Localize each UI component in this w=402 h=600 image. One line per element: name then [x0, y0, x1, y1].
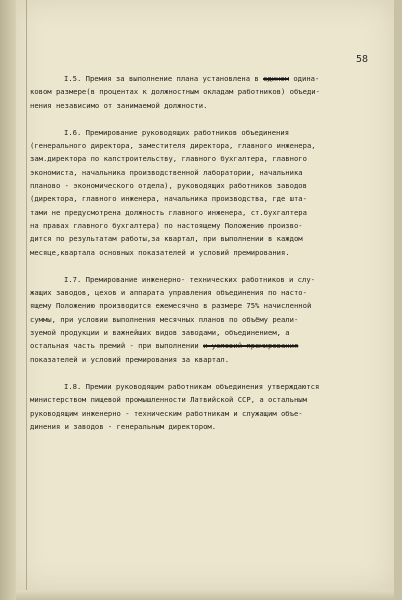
- text-line: [30, 99, 380, 112]
- paragraph-1-7: [30, 273, 380, 366]
- page-number: 58: [356, 54, 369, 65]
- text-line: [30, 166, 380, 179]
- margin-line: [26, 0, 27, 590]
- text-line: [30, 126, 380, 139]
- text-segment: месяце,квартала основных показателей и условий премирования.: [30, 247, 290, 257]
- text-segment: ковом размере(в процентах к должностным окладам работников) объеди-: [30, 87, 320, 97]
- text-line: [30, 179, 380, 192]
- struck-text: едином: [263, 74, 290, 83]
- text-line: [30, 299, 380, 312]
- text-line: [30, 313, 380, 326]
- text-segment: I.6. Премирование руководящих работников объединения: [64, 127, 290, 137]
- binding-edge: [0, 0, 16, 600]
- text-line: [30, 192, 380, 205]
- text-line: [30, 380, 380, 393]
- text-segment: тами не предусмотрена должность главного инженера, ст.бухгалтера: [30, 207, 307, 217]
- text-segment: показателей и условий премирования за квартал.: [30, 354, 230, 364]
- text-line: [30, 152, 380, 165]
- text-line: [30, 420, 380, 433]
- text-segment: (генерального директора, заместителя директора, главного инженера,: [30, 141, 316, 151]
- text-segment: одина-: [289, 74, 320, 83]
- text-line: [30, 72, 380, 85]
- text-segment: экономиста, начальника производственной лаборатории, начальника: [30, 167, 303, 177]
- text-line: [30, 206, 380, 219]
- text-line: [30, 139, 380, 152]
- text-line: [30, 353, 380, 366]
- text-line: [30, 273, 380, 286]
- text-segment: планово - экономического отдела), руководящих работников заводов: [30, 181, 307, 191]
- text-segment: динения и заводов - генеральным директором.: [30, 421, 217, 431]
- text-segment: ящему Положению производится ежемесячно в размере 75% начисленной: [30, 301, 312, 311]
- text-segment: остальная часть премий - при выполнении: [30, 341, 204, 351]
- text-line: [30, 232, 380, 245]
- text-segment: дится по результатам работы,за квартал, при выполнении в каждом: [30, 234, 303, 244]
- text-segment: (директора, главного инженера, начальника производства, где шта-: [30, 194, 307, 204]
- text-line: [30, 407, 380, 420]
- text-segment: I.7. Премирование инженерно- технических работников и слу-: [64, 274, 315, 284]
- text-segment: министерством пищевой промышленности Латвийской ССР, а остальным: [30, 395, 307, 405]
- paragraph-1-6: [30, 126, 380, 259]
- text-line: [30, 219, 380, 232]
- text-line: [30, 246, 380, 259]
- page-bottom-edge: [16, 590, 394, 600]
- text-segment: зам.директора по капстроительству, главного бухгалтера, главного: [30, 154, 307, 164]
- text-segment: I.5. Премия за выполнение плана установлена в: [64, 74, 264, 83]
- text-line: [30, 393, 380, 406]
- text-segment: руководящим инженерно - техническим работникам и служащим объе-: [30, 408, 303, 418]
- text-segment: суммы, при условии выполнения месячных планов по объёму реали-: [30, 314, 299, 324]
- text-line: [30, 85, 380, 98]
- text-segment: на правах главного бухгалтера) по настоящему Положению произво-: [30, 220, 303, 230]
- text-segment: нения независимо от занимаемой должности.: [30, 100, 208, 110]
- text-line: [30, 326, 380, 339]
- text-line: [30, 286, 380, 299]
- text-segment: I.8. Премии руководящим работникам объединения утверждаются: [64, 381, 320, 391]
- text-segment: жащих заводов, цехов и аппарата управления объединения по насто-: [30, 288, 307, 298]
- paragraph-1-8: [30, 380, 380, 433]
- text-segment: зуемой продукции и важнейших видов заводами, объединением, а: [30, 328, 290, 338]
- paragraph-1-5: [30, 72, 380, 112]
- text-line: [30, 339, 380, 352]
- document-body: [30, 72, 380, 447]
- struck-text: и условий премирования: [203, 341, 299, 351]
